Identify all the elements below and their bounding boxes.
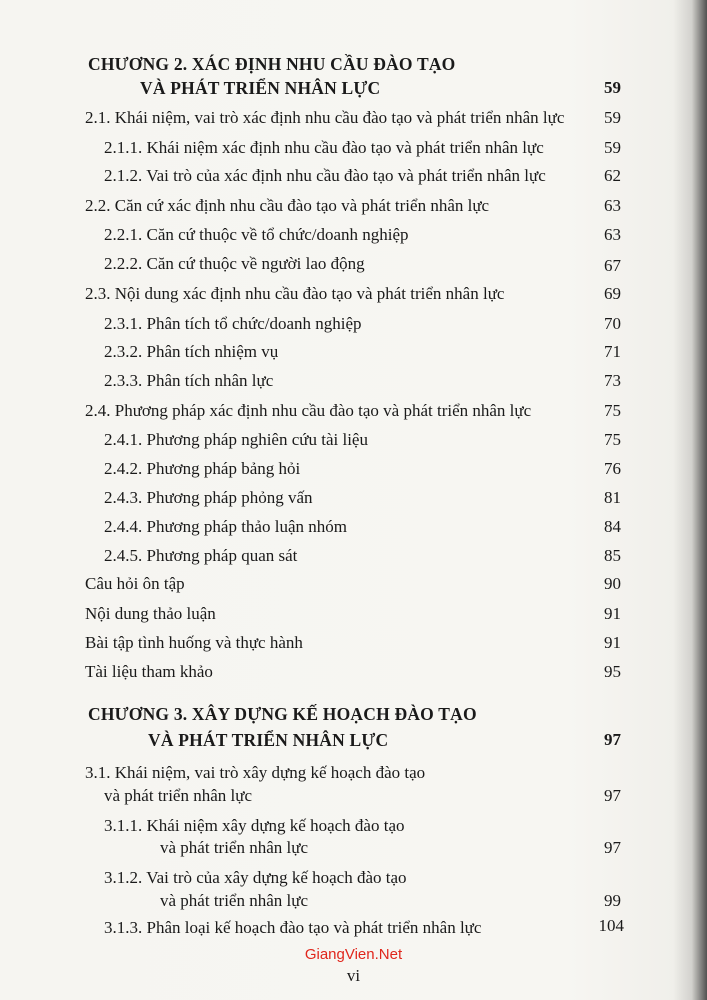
toc-entry-3-1-3: 3.1.3. Phân loại kế hoạch đào tạo và phát triển nhân lực <box>104 918 482 937</box>
toc-entry-3-1-2-line1: 3.1.2. Vai trò của xây dựng kế hoạch đào tạo <box>104 868 407 887</box>
toc-entry-3-1-line2: và phát triển nhân lực <box>104 786 252 805</box>
toc-entry-3-1-1-line1: 3.1.1. Khái niệm xây dựng kế hoạch đào tạo <box>104 816 405 835</box>
toc-page-2-1-2: 62 <box>604 166 621 185</box>
toc-page-2-4-2: 76 <box>604 459 621 478</box>
toc-page-2-4-5: 85 <box>604 546 621 565</box>
toc-page-2-4-4: 84 <box>604 517 621 536</box>
toc-page-2-3-2: 71 <box>604 342 621 361</box>
toc-entry-2-3: 2.3. Nội dung xác định nhu cầu đào tạo và phát triển nhân lực <box>85 284 505 303</box>
toc-entry-2-1-2: 2.1.2. Vai trò của xác định nhu cầu đào tạo và phát triển nhân lực <box>104 166 546 185</box>
toc-entry-2-1: 2.1. Khái niệm, vai trò xác định nhu cầu đào tạo và phát triển nhân lực <box>85 108 565 127</box>
toc-entry-2-4-3: 2.4.3. Phương pháp phỏng vấn <box>104 488 313 507</box>
toc-entry-2-3-2: 2.3.2. Phân tích nhiệm vụ <box>104 342 279 361</box>
watermark-site-name: GiangVien.Net <box>304 946 403 963</box>
toc-entry-2-2-2: 2.2.2. Căn cứ thuộc về người lao động <box>104 254 365 273</box>
toc-page-2-4: 75 <box>604 401 621 420</box>
toc-page-2-2-1: 63 <box>604 225 621 244</box>
page-number: vi <box>346 966 361 985</box>
toc-page-2-4-1: 75 <box>604 430 621 449</box>
toc-entry-2-4-4: 2.4.4. Phương pháp thảo luận nhóm <box>104 517 347 536</box>
toc-entry-discussion: Nội dung thảo luận <box>85 604 216 623</box>
toc-page-discussion: 91 <box>604 604 621 623</box>
toc-entry-2-3-3: 2.3.3. Phân tích nhân lực <box>104 371 274 390</box>
toc-entry-3-1-line1: 3.1. Khái niệm, vai trò xây dựng kế hoạch đào tạo <box>85 763 426 782</box>
chapter-3-page: 97 <box>604 730 621 749</box>
chapter-2-title-line1: CHƯƠNG 2. XÁC ĐỊNH NHU CẦU ĐÀO TẠO <box>88 54 456 74</box>
toc-page-2-1: 59 <box>604 108 621 127</box>
chapter-2-title-line2: VÀ PHÁT TRIỂN NHÂN LỰC <box>140 78 381 98</box>
toc-page-review-questions: 90 <box>604 574 621 593</box>
chapter-3-title-line1: CHƯƠNG 3. XÂY DỰNG KẾ HOẠCH ĐÀO TẠO <box>88 704 477 724</box>
toc-entry-2-4-1: 2.4.1. Phương pháp nghiên cứu tài liệu <box>104 430 368 449</box>
page-edge-shadow <box>673 0 707 1000</box>
toc-entry-2-1-1: 2.1.1. Khái niệm xác định nhu cầu đào tạo và phát triển nhân lực <box>104 138 544 157</box>
toc-page-2-2-2: 67 <box>604 256 621 275</box>
toc-entry-2-3-1: 2.3.1. Phân tích tổ chức/doanh nghiệp <box>104 314 362 333</box>
toc-page-2-2: 63 <box>604 196 621 215</box>
toc-page-references: 95 <box>604 662 621 681</box>
chapter-2-page: 59 <box>604 78 621 97</box>
toc-page-case-exercises: 91 <box>604 633 621 652</box>
toc-entry-2-4-2: 2.4.2. Phương pháp bảng hỏi <box>104 459 301 478</box>
toc-page-3-1-1: 97 <box>604 838 621 857</box>
toc-page-2-3-1: 70 <box>604 314 621 333</box>
toc-page-2-1-1: 59 <box>604 138 621 157</box>
toc-entry-2-2: 2.2. Căn cứ xác định nhu cầu đào tạo và phát triển nhân lực <box>85 196 490 215</box>
toc-page-2-4-3: 81 <box>604 488 621 507</box>
toc-page-2-3: 69 <box>604 284 621 303</box>
chapter-3-title-line2: VÀ PHÁT TRIỂN NHÂN LỰC <box>148 730 389 750</box>
toc-entry-2-2-1: 2.2.1. Căn cứ thuộc về tổ chức/doanh nghiệp <box>104 225 409 244</box>
toc-entry-case-exercises: Bài tập tình huống và thực hành <box>85 633 303 652</box>
toc-page-3-1-2: 99 <box>604 891 621 910</box>
toc-page-2-3-3: 73 <box>604 371 621 390</box>
toc-entry-2-4: 2.4. Phương pháp xác định nhu cầu đào tạo và phát triển nhân lực <box>85 401 532 420</box>
toc-entry-references: Tài liệu tham khảo <box>85 662 213 681</box>
toc-page-3-1-3: 104 <box>598 916 624 935</box>
toc-entry-3-1-1-line2: và phát triển nhân lực <box>160 838 308 857</box>
toc-entry-3-1-2-line2: và phát triển nhân lực <box>160 891 308 910</box>
toc-entry-review-questions: Câu hỏi ôn tập <box>85 574 185 593</box>
toc-entry-2-4-5: 2.4.5. Phương pháp quan sát <box>104 546 298 565</box>
toc-page-3-1: 97 <box>604 786 621 805</box>
